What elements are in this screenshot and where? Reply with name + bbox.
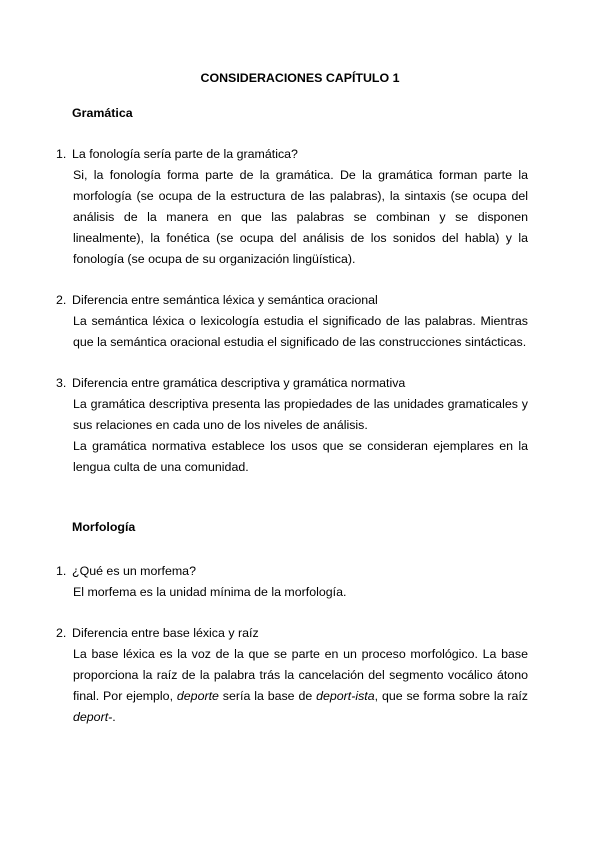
question-item (56, 290, 528, 353)
answer-text-segment: , que se forma sobre la raíz (374, 689, 528, 703)
document-title: CONSIDERACIONES CAPÍTULO 1 (200, 71, 400, 85)
answer-paragraph: El morfema es la unidad mínima de la morfología. (73, 585, 347, 599)
question-item (56, 144, 528, 270)
question-number: 1. (56, 147, 67, 161)
question-item (56, 561, 528, 603)
italic-example: deport- (73, 710, 113, 724)
answer (73, 644, 528, 728)
question-text: Diferencia entre semántica léxica y semántica oracional (72, 293, 378, 307)
answer-text-segment: sería la base de (218, 689, 317, 703)
question-number: 2. (56, 626, 67, 640)
question-number: 3. (56, 376, 67, 390)
question-number: 2. (56, 293, 67, 307)
answer (73, 394, 528, 478)
answer (73, 165, 528, 270)
answer (73, 311, 528, 353)
answer-paragraph: La semántica léxica o lexicología estudia el significado de las palabras. Mientras que la semántica oracional estudia el significado de las construcciones sintácticas. (73, 314, 528, 349)
question-text: ¿Qué es un morfema? (72, 564, 196, 578)
answer (73, 582, 528, 603)
answer-paragraph: La gramática normativa establece los usos que se consideran ejemplares en la lengua culta de una comunidad. (73, 439, 528, 474)
answer-paragraph: Si, la fonología forma parte de la gramática. De la gramática forman parte la morfología (se ocupa de la estructura de las palabras), la sintaxis (se ocupa del análisis de la manera en que las palabras se combinan y se disponen linealmente), la fonética (se ocupa del análisis de los sonidos del habla) y la fonología (se ocupa de su organización lingüística). (73, 168, 528, 266)
section-heading-gramatica: Gramática (72, 106, 133, 120)
question-text: Diferencia entre gramática descriptiva y gramática normativa (72, 376, 406, 390)
question-number: 1. (56, 564, 67, 578)
answer-paragraph (73, 644, 528, 728)
italic-example: deporte (176, 689, 219, 703)
question-text: Diferencia entre base léxica y raíz (72, 626, 259, 640)
answer-text-segment: . (112, 710, 116, 724)
answer-paragraph: La gramática descriptiva presenta las propiedades de las unidades gramaticales y sus relaciones en cada uno de los niveles de análisis. (73, 397, 528, 432)
italic-example: deport-ista (316, 689, 375, 703)
question-item (56, 623, 528, 728)
section-heading-morfologia: Morfología (72, 520, 136, 534)
question-item (56, 373, 528, 478)
answer-text-segment: La base léxica es la voz de la que se parte en un proceso morfológico. La base proporciona la raíz de la palabra trás la cancelación del segmento vocálico átono final. Por ejemplo, (73, 647, 528, 703)
question-text: La fonología sería parte de la gramática? (72, 147, 298, 161)
